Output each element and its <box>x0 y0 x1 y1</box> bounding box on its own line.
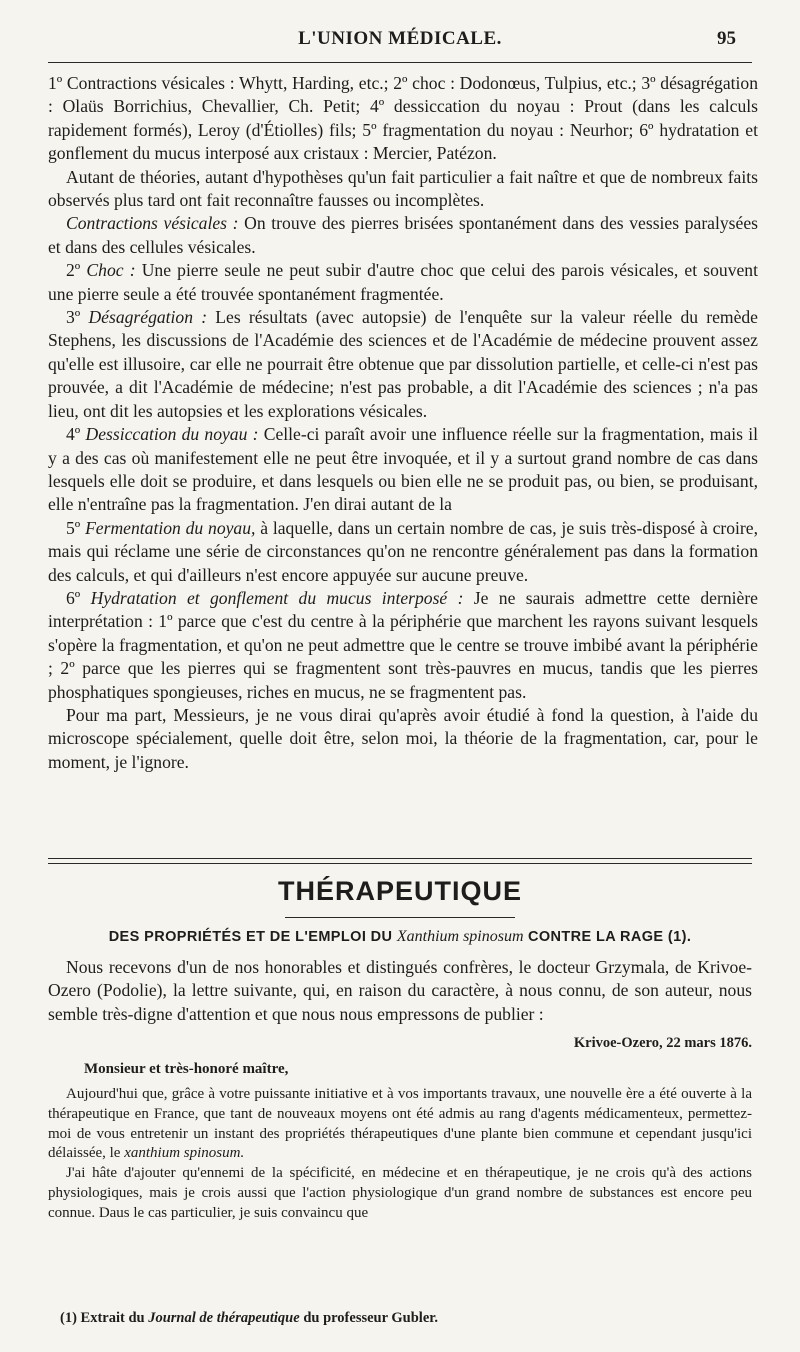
paragraph-fermentation <box>48 517 758 587</box>
letter-dateline: Krivoe-Ozero, 22 mars 1876. <box>573 1035 752 1052</box>
article-title <box>48 928 752 946</box>
lead-dessiccation: Dessiccation du noyau : <box>85 424 259 445</box>
num-hydratation: 6º <box>66 587 91 608</box>
article-title-species: Xanthium spinosum <box>396 928 524 945</box>
footnote <box>60 1310 438 1327</box>
header-rule <box>48 62 752 63</box>
upper-text-block <box>48 72 758 774</box>
paragraph-hydratation <box>48 587 758 704</box>
num-desagregation: 3º <box>66 307 89 328</box>
text-choc: Une pierre seule ne peut subir d'autre choc que celui des parois vésicales, et souvent une pierre seule a été trouvée spontanément fragmentée. <box>48 260 758 304</box>
letter-paragraph-1 <box>48 1085 752 1164</box>
intro-paragraph: Nous recevons d'un de nos honorables et distingués confrères, le docteur Grzymala, de Krivoe-Ozero (Podolie), la lettre suivante, qui, en raison du caractère, à nous connu, de son auteur, nous semble très-digne d'attention et que nous nous empressons de publier : <box>48 957 752 1024</box>
page-header <box>0 28 800 58</box>
text-dessiccation: Celle-ci paraît avoir une influence réelle sur la fragmentation, mais il y a des cas où manifestement elle ne peut être invoquée, et il y a surtout grand nombre de cas dans lesquels elle doit se produire, et dans lesquels ou bien elle ne se produit pas, ou bien, se produisant, elle n'entraîne pas la fragmentation. J'en dirai autant de la <box>48 424 759 515</box>
lead-choc: Choc : <box>86 260 136 281</box>
footnote-suffix: du professeur Gubler. <box>299 1310 439 1326</box>
therapeutique-section <box>48 876 752 1224</box>
letter-paragraph-2: J'ai hâte d'ajouter qu'ennemi de la spécificité, en médecine et en thérapeutique, je ne crois qu'à des actions physiologiques, mais je crois aussi que l'action physiologique d'un grand nombre de substances est encore peu connue. Daus le cas particulier, je suis convaincu que <box>48 1165 752 1221</box>
paragraph-sources: 1º Contractions vésicales : Whytt, Harding, etc.; 2º choc : Dodonœus, Tulpius, etc.; 3º désagrégation : Olaüs Borrichius, Chevallier, Ch. Petit; 4º dessiccation du noyau : Prout (dans les calculs rapidement formés), Leroy (d'Étiolles) fils; 5º fragmentation du noyau : Neurhor; 6º hydratation et gonflement du mucus interposé aux cristaux : Mercier, Patézon. <box>48 73 758 164</box>
footnote-prefix: (1) Extrait du <box>60 1310 149 1326</box>
paragraph-conclusion: Pour ma part, Messieurs, je ne vous dirai qu'après avoir étudié à fond la question, à l'aide du microscope spécialement, quelle doit être, selon moi, la théorie de la fragmentation, car, pour le moment, je l'ignore. <box>48 704 758 772</box>
section-title: THÉRAPEUTIQUE <box>277 876 523 906</box>
paragraph-dessiccation <box>48 423 758 517</box>
paragraph-desagregation <box>48 306 758 423</box>
section-rule-top <box>48 858 752 859</box>
lead-hydratation: Hydratation et gonflement du mucus interposé : <box>90 587 464 608</box>
running-title: L'UNION MÉDICALE. <box>298 28 502 49</box>
paragraph-choc <box>48 259 758 306</box>
text-fermentation: à laquelle, dans un certain nombre de cas, je suis très-disposé à croire, mais qui réclame une série de circonstances qu'on ne rencontre généralement pas dans la formation des calculs, et qui d'ailleurs n'est encore appuyée sur aucune preuve. <box>48 517 758 585</box>
lead-fermentation: Fermentation du noyau, <box>85 517 256 538</box>
section-rule-bottom <box>48 863 752 864</box>
num-dessiccation: 4º <box>66 424 86 445</box>
lead-contractions: Contractions vésicales : <box>66 213 239 234</box>
page-number: 95 <box>717 28 736 49</box>
letter-p1-species: xanthium spinosum. <box>124 1145 245 1162</box>
article-body <box>48 956 752 1224</box>
article-title-part-b: CONTRE LA RAGE (1). <box>523 929 692 945</box>
article-title-part-a: DES PROPRIÉTÉS ET DE L'EMPLOI DU <box>108 929 397 945</box>
num-fermentation: 5º <box>66 517 86 538</box>
num-choc: 2º <box>66 260 87 281</box>
text-contractions: On trouve des pierres brisées spontanément dans des vessies paralysées et dans des cellules vésicales. <box>48 213 758 257</box>
text-desagregation: Les résultats (avec autopsie) de l'enquête sur la valeur réelle du remède Stephens, les discussions de l'Académie des sciences et de l'Académie de médecine prouvent assez qu'elle est illusoire, car elle ne pourrait être obtenue que par dissolution partielle, et celle-ci n'est pas prouvée, a dit l'Académie de médecine; n'est pas probable, a dit l'Académie des sciences ; n'a pas lieu, ont dit les autopsies et les explorations vésicales. <box>48 307 758 421</box>
text-hydratation: Je ne saurais admettre cette dernière interprétation : 1º parce que c'est du centre à la périphérie que marchent les rayons suivant lesquels s'opère la fragmentation, et qu'on ne peut admettre que le centre se trouve imbibé avant la périphérie ; 2º parce que les pierres qui se fragmentent sont très-pauvres en mucus, tandis que les pierres phosphatiques spongieuses, riches en mucus, ne se fragmentent pas. <box>48 587 758 702</box>
footnote-journal: Journal de thérapeutique <box>148 1310 300 1326</box>
lead-desagregation: Désagrégation : <box>88 307 208 328</box>
letter-salutation: Monsieur et très-honoré maître, <box>84 1060 289 1077</box>
paragraph-contractions <box>48 212 758 259</box>
paragraph-theories: Autant de théories, autant d'hypothèses qu'un fait particulier a fait naître et que de nombreux faits observés plus tard ont fait reconnaître fausses ou incomplètes. <box>48 166 758 211</box>
letter-p1-text: Aujourd'hui que, grâce à votre puissante initiative et à vos importants travaux, une nouvelle ère a été ouverte à la thérapeutique en France, que tant de nouveaux moyens ont été admis au rang d'agents médicamenteux, permettez-moi de vous entretenir un instant des propriétés thérapeutiques d'une plante bien commune et cependant jusqu'ici délaissée, le <box>48 1086 752 1162</box>
title-rule <box>285 917 515 918</box>
